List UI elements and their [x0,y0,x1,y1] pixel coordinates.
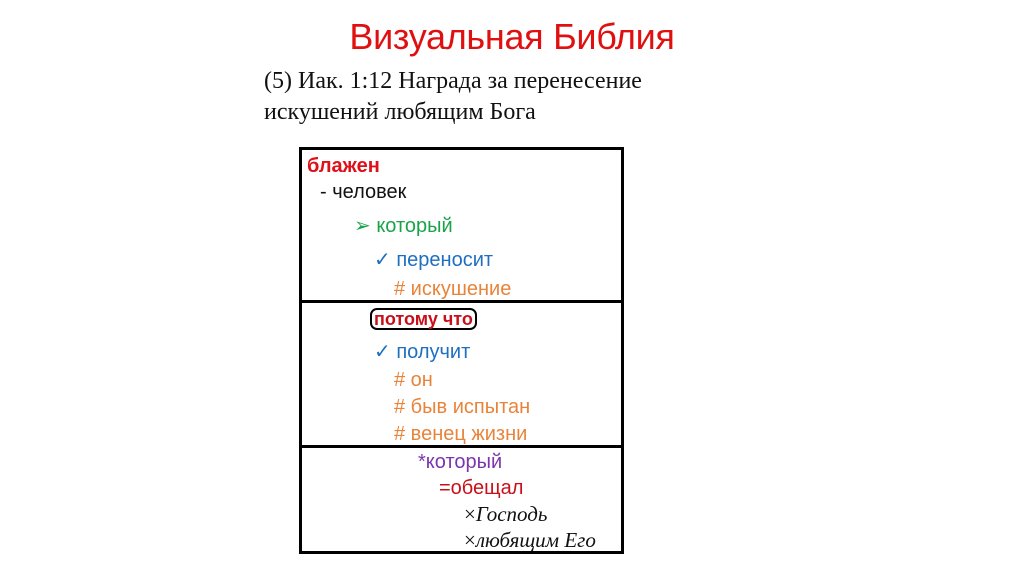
cross-icon: × [464,502,476,526]
check-icon: ✓ [374,341,391,363]
word-poluchit: получит [390,341,471,363]
word-perenosit: переносит [390,249,494,271]
line-lyubyashchim [464,528,596,552]
line-potomu-chto [370,307,477,331]
word-kotoryi-2: *который [418,451,503,473]
word-iskushenie: # искушение [394,278,512,300]
word-chelovek: - человек [320,181,407,203]
word-byv-ispytan: # быв испытан [394,396,531,418]
line-poluchit [374,340,470,364]
word-venets-zhizni: # венец жизни [394,423,528,445]
passage-reference [264,66,642,128]
word-on: # он [394,369,433,391]
passage-line-1: (5) Иак. 1:12 Награда за перенесение [264,68,642,94]
word-kotoryi: который [370,215,453,237]
cross-icon: × [464,528,476,552]
sentence-diagram [299,147,624,554]
arrow-bullet-icon: ➢ [354,215,371,237]
check-icon: ✓ [374,249,391,271]
passage-line-2: искушений любящим Бога [264,99,536,125]
word-blazhen: блажен [307,155,380,177]
section-divider [302,445,621,448]
line-kotoryi [354,214,453,238]
section-divider [302,300,621,303]
line-perenosit [374,248,493,272]
slide-title: Визуальная Библия [349,16,675,57]
word-obeshchal: =обещал [439,477,524,499]
word-lyubyashchim-ego: любящим Его [475,528,596,552]
line-gospod [464,502,547,526]
word-gospod: Господь [475,502,548,526]
conjunction-potomu-chto: потому что [370,308,477,330]
